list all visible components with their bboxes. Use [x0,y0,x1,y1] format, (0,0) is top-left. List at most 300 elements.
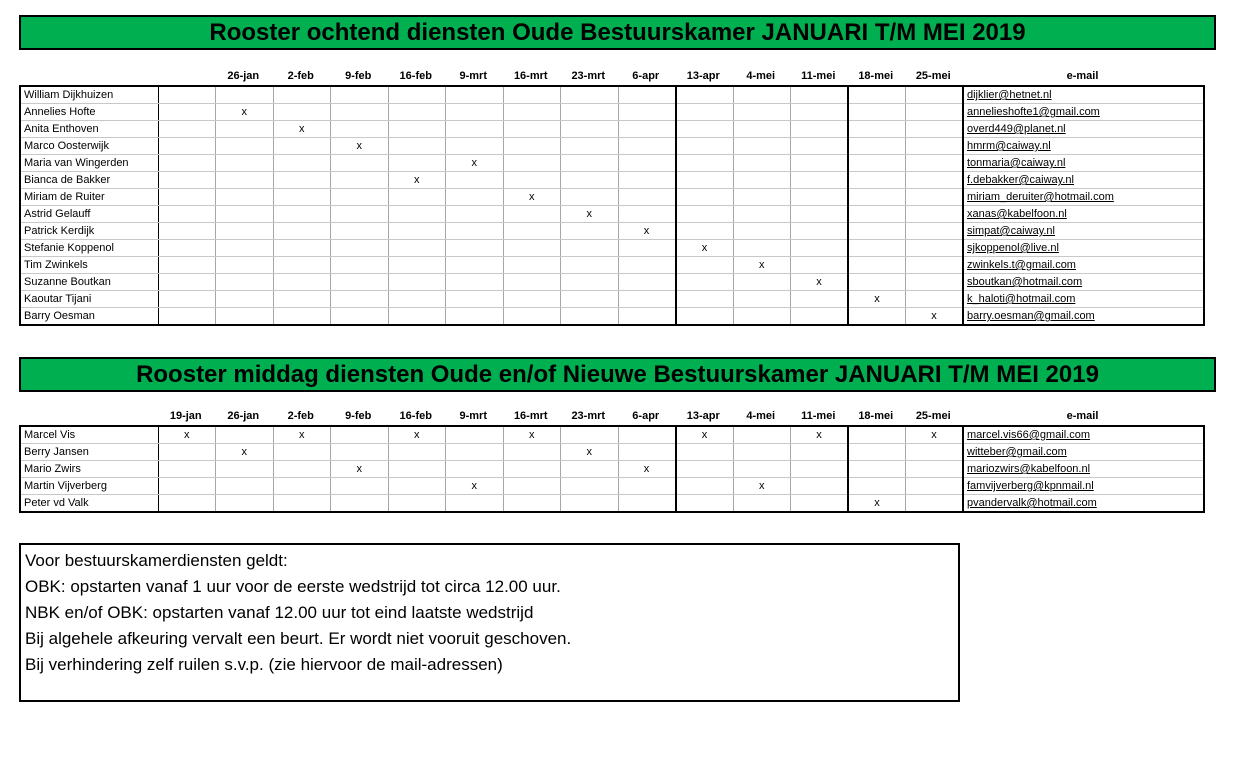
date-header-cell: 16-feb [399,70,432,82]
date-header-cell: 6-apr [632,410,660,422]
duty-cell [446,189,504,206]
duty-cell [158,86,216,104]
duty-cell [733,121,791,138]
duty-cell [848,86,906,104]
date-header-cell: 13-apr [686,70,720,82]
duty-cell: x [331,138,389,155]
person-name: Miriam de Ruiter [20,189,158,206]
duty-cell [676,155,734,172]
duty-cell [331,308,389,326]
date-header-cell: 23-mrt [571,70,606,82]
duty-cell: x [273,426,331,444]
email-link[interactable]: sboutkan@hotmail.com [967,276,1083,288]
duty-cell [503,495,561,513]
duty-cell [273,104,331,121]
duty-cell [388,274,446,291]
duty-cell [676,274,734,291]
duty-cell [618,121,676,138]
duty-cell [158,206,216,223]
email-cell [963,291,1204,308]
table-row [20,138,1204,155]
duty-cell [906,138,964,155]
duty-cell [273,240,331,257]
duty-cell [676,206,734,223]
table-row [20,121,1204,138]
duty-cell: x [906,426,964,444]
duty-cell [733,426,791,444]
duty-cell [561,274,619,291]
email-cell [963,426,1204,444]
duty-cell [618,189,676,206]
email-link[interactable]: dijklier@hetnet.nl [967,89,1052,101]
duty-cell [791,121,849,138]
duty-cell [503,206,561,223]
email-link[interactable]: mariozwirs@kabelfoon.nl [967,463,1091,475]
duty-cell [561,155,619,172]
duty-cell [848,426,906,444]
duty-cell [273,257,331,274]
duty-cell [273,138,331,155]
duty-cell [906,172,964,189]
person-name: Annelies Hofte [20,104,158,121]
duty-cell [791,240,849,257]
email-link[interactable]: marcel.vis66@gmail.com [967,429,1091,441]
duty-cell [906,104,964,121]
email-cell [963,274,1204,291]
duty-cell [158,104,216,121]
person-name: Tim Zwinkels [20,257,158,274]
duty-cell [158,155,216,172]
duty-cell [331,104,389,121]
duty-cell [446,86,504,104]
duty-cell [791,478,849,495]
duty-cell [618,155,676,172]
duty-cell [791,461,849,478]
duty-cell [446,274,504,291]
email-cell [963,104,1204,121]
duty-cell [791,308,849,326]
morning-date-header [0,70,1253,85]
email-cell [963,138,1204,155]
person-name: Mario Zwirs [20,461,158,478]
duty-cell [216,426,274,444]
duty-cell [791,206,849,223]
email-link[interactable]: famvijverberg@kpnmail.nl [967,480,1094,492]
date-header-cell: 11-mei [801,410,836,422]
date-header-cell: 13-apr [686,410,720,422]
duty-cell [446,240,504,257]
duty-cell [216,138,274,155]
duty-cell [216,308,274,326]
duty-cell [216,189,274,206]
morning-schedule-title: Rooster ochtend diensten Oude Bestuurskamer JANUARI T/M MEI 2019 [19,15,1216,50]
duty-cell [676,121,734,138]
duty-cell [848,121,906,138]
notes-line: Voor bestuurskamerdiensten geldt: [25,551,288,570]
duty-cell [906,495,964,513]
duty-cell [733,104,791,121]
duty-cell [561,478,619,495]
duty-cell [848,206,906,223]
duty-cell [791,444,849,461]
table-row [20,223,1204,240]
person-name: Stefanie Koppenol [20,240,158,257]
duty-cell [158,172,216,189]
duty-cell [503,240,561,257]
duty-cell [388,444,446,461]
duty-cell [906,444,964,461]
person-name: Maria van Wingerden [20,155,158,172]
duty-cell [561,291,619,308]
table-row [20,461,1204,478]
person-name: Suzanne Boutkan [20,274,158,291]
duty-cell [216,291,274,308]
duty-cell [503,121,561,138]
duty-cell [733,155,791,172]
email-cell [963,240,1204,257]
date-header-cell: 16-feb [399,410,432,422]
duty-cell [158,495,216,513]
table-row [20,104,1204,121]
duty-cell [733,240,791,257]
duty-cell [848,478,906,495]
duty-cell: x [503,426,561,444]
duty-cell [676,104,734,121]
table-row [20,308,1204,326]
duty-cell [388,206,446,223]
duty-cell [733,172,791,189]
duty-cell [561,189,619,206]
table-row [20,478,1204,495]
duty-cell: x [446,155,504,172]
duty-cell: x [273,121,331,138]
duty-cell [446,291,504,308]
email-link[interactable]: k_haloti@hotmail.com [967,293,1076,305]
duty-cell [446,308,504,326]
duty-cell [388,291,446,308]
date-header-cell: 9-mrt [459,410,487,422]
duty-cell [906,257,964,274]
duty-cell [618,206,676,223]
duty-cell [216,495,274,513]
duty-cell [906,461,964,478]
duty-cell [906,155,964,172]
duty-cell [273,461,331,478]
person-name: Berry Jansen [20,444,158,461]
duty-cell [733,206,791,223]
email-cell [963,189,1204,206]
email-link[interactable]: pvandervalk@hotmail.com [967,497,1097,509]
duty-cell [216,155,274,172]
table-row [20,86,1204,104]
duty-cell [503,172,561,189]
duty-cell: x [791,426,849,444]
duty-cell [388,240,446,257]
email-link[interactable]: miriam_deruiter@hotmail.com [967,191,1114,203]
duty-cell [561,240,619,257]
duty-cell [561,495,619,513]
duty-cell [273,495,331,513]
duty-cell [388,121,446,138]
duty-cell [273,155,331,172]
duty-cell [618,274,676,291]
email-link[interactable]: witteber@gmail.com [967,446,1067,458]
duty-cell [331,444,389,461]
duty-cell [733,495,791,513]
email-link[interactable]: simpat@caiway.nl [967,225,1055,237]
duty-cell [561,138,619,155]
email-link[interactable]: hmrm@caiway.nl [967,140,1051,152]
date-header-cell: 9-feb [345,70,372,82]
person-name: Marcel Vis [20,426,158,444]
date-header-cell: 2-feb [287,70,314,82]
duty-cell [733,274,791,291]
duty-cell [618,86,676,104]
duty-cell [446,495,504,513]
duty-cell [446,444,504,461]
email-link[interactable]: tonmaria@caiway.nl [967,157,1066,169]
date-header-cell: 6-apr [632,70,660,82]
duty-cell: x [618,223,676,240]
duty-cell [446,138,504,155]
email-cell [963,121,1204,138]
table-row [20,495,1204,513]
duty-cell [446,461,504,478]
duty-cell [503,461,561,478]
duty-cell [503,308,561,326]
duty-cell: x [733,257,791,274]
duty-cell [216,274,274,291]
duty-cell [561,121,619,138]
duty-cell [331,223,389,240]
duty-cell [676,461,734,478]
email-link[interactable]: zwinkels.t@gmail.com [967,259,1076,271]
date-header-cell: 11-mei [801,70,836,82]
duty-cell [331,495,389,513]
duty-cell: x [561,444,619,461]
duty-cell [676,86,734,104]
duty-cell [733,291,791,308]
duty-cell [848,461,906,478]
duty-cell [676,308,734,326]
duty-cell [906,223,964,240]
duty-cell [848,172,906,189]
person-name: Martin Vijverberg [20,478,158,495]
duty-cell [503,444,561,461]
duty-cell [676,291,734,308]
duty-cell [906,240,964,257]
person-name: Peter vd Valk [20,495,158,513]
duty-cell: x [503,189,561,206]
duty-cell [676,138,734,155]
date-header-cell: 18-mei [858,410,894,422]
date-header-cell: 16-mrt [513,70,548,82]
duty-cell: x [733,478,791,495]
duty-cell [273,86,331,104]
duty-cell [618,426,676,444]
email-link[interactable]: f.debakker@caiway.nl [967,174,1074,186]
duty-cell [733,461,791,478]
duty-cell [388,495,446,513]
duty-cell [331,274,389,291]
duty-cell [158,257,216,274]
duty-cell: x [331,461,389,478]
duty-cell [158,240,216,257]
duty-cell [561,86,619,104]
duty-cell [331,121,389,138]
duty-cell [618,478,676,495]
table-row [20,426,1204,444]
table-row [20,291,1204,308]
duty-cell [618,495,676,513]
email-cell [963,257,1204,274]
table-row [20,172,1204,189]
person-name: William Dijkhuizen [20,86,158,104]
duty-cell [561,426,619,444]
duty-cell [331,155,389,172]
duty-cell [216,86,274,104]
email-link[interactable]: sjkoppenol@live.nl [967,242,1059,254]
duty-cell [676,189,734,206]
duty-cell [503,274,561,291]
duty-cell [848,257,906,274]
duty-cell [733,308,791,326]
duty-cell [388,223,446,240]
duty-cell [733,189,791,206]
duty-cell [331,426,389,444]
duty-cell: x [791,274,849,291]
duty-cell [618,444,676,461]
email-cell [963,478,1204,495]
duty-cell [561,104,619,121]
notes-line: OBK: opstarten vanaf 1 uur voor de eerste wedstrijd tot circa 12.00 uur. [25,577,561,596]
duty-cell [216,223,274,240]
email-cell [963,461,1204,478]
email-cell [963,155,1204,172]
duty-cell [848,308,906,326]
duty-cell [791,86,849,104]
email-link[interactable]: barry.oesman@gmail.com [967,310,1095,322]
duty-cell [906,291,964,308]
duty-cell [273,291,331,308]
date-header-cell: 26-jan [227,410,260,422]
email-cell [963,308,1204,326]
duty-cell: x [676,426,734,444]
duty-cell [791,138,849,155]
duty-cell [561,308,619,326]
email-link[interactable]: overd449@planet.nl [967,123,1066,135]
duty-cell [273,223,331,240]
duty-cell [388,308,446,326]
duty-cell [331,291,389,308]
duty-cell [848,444,906,461]
person-name: Barry Oesman [20,308,158,326]
duty-cell [273,206,331,223]
duty-cell [733,138,791,155]
duty-cell [733,86,791,104]
duty-cell [906,206,964,223]
date-header-cell: 4-mei [746,410,776,422]
duty-cell [503,257,561,274]
email-cell [963,206,1204,223]
duty-cell: x [906,308,964,326]
duty-cell [446,206,504,223]
duty-cell [388,461,446,478]
duty-cell [676,478,734,495]
duty-cell [388,155,446,172]
duty-cell [618,104,676,121]
duty-cell [561,461,619,478]
date-header-cell: 25-mei [915,410,951,422]
duty-cell [503,155,561,172]
email-link[interactable]: xanas@kabelfoon.nl [967,208,1067,220]
duty-cell [331,478,389,495]
notes-line: Bij verhindering zelf ruilen s.v.p. (zie hiervoor de mail-adressen) [25,655,503,674]
duty-cell [618,138,676,155]
duty-cell [791,155,849,172]
duty-cell [561,172,619,189]
duty-cell [848,189,906,206]
duty-cell [503,138,561,155]
duty-cell [676,444,734,461]
duty-cell [388,86,446,104]
email-link[interactable]: annelieshofte1@gmail.com [967,106,1100,118]
duty-cell [388,138,446,155]
duty-cell [158,189,216,206]
duty-cell [216,461,274,478]
duty-cell [216,172,274,189]
notes-line: Bij algehele afkeuring vervalt een beurt. Er wordt niet vooruit geschoven. [25,629,572,648]
duty-cell [273,189,331,206]
duty-cell [388,104,446,121]
email-cell [963,444,1204,461]
duty-cell [791,291,849,308]
duty-cell [388,257,446,274]
duty-cell [848,240,906,257]
duty-cell [503,478,561,495]
duty-cell [446,172,504,189]
date-header-cell: 4-mei [746,70,776,82]
duty-cell [158,444,216,461]
morning-schedule-table [19,85,1205,326]
date-header-cell: 16-mrt [513,410,548,422]
duty-cell [906,478,964,495]
email-cell [963,223,1204,240]
duty-cell [791,189,849,206]
duty-cell [331,206,389,223]
duty-cell [273,478,331,495]
duty-cell [388,189,446,206]
duty-cell [848,138,906,155]
table-row [20,155,1204,172]
email-header: e-mail [1066,70,1099,82]
email-cell [963,86,1204,104]
duty-cell [618,172,676,189]
person-name: Marco Oosterwijk [20,138,158,155]
date-header-cell: 23-mrt [571,410,606,422]
duty-cell [158,291,216,308]
duty-cell [446,121,504,138]
duty-cell: x [848,291,906,308]
duty-cell [331,172,389,189]
date-header-cell: 19-jan [169,410,202,422]
duty-cell [561,257,619,274]
duty-cell: x [676,240,734,257]
duty-cell [791,104,849,121]
duty-cell [273,444,331,461]
person-name: Patrick Kerdijk [20,223,158,240]
email-cell [963,172,1204,189]
